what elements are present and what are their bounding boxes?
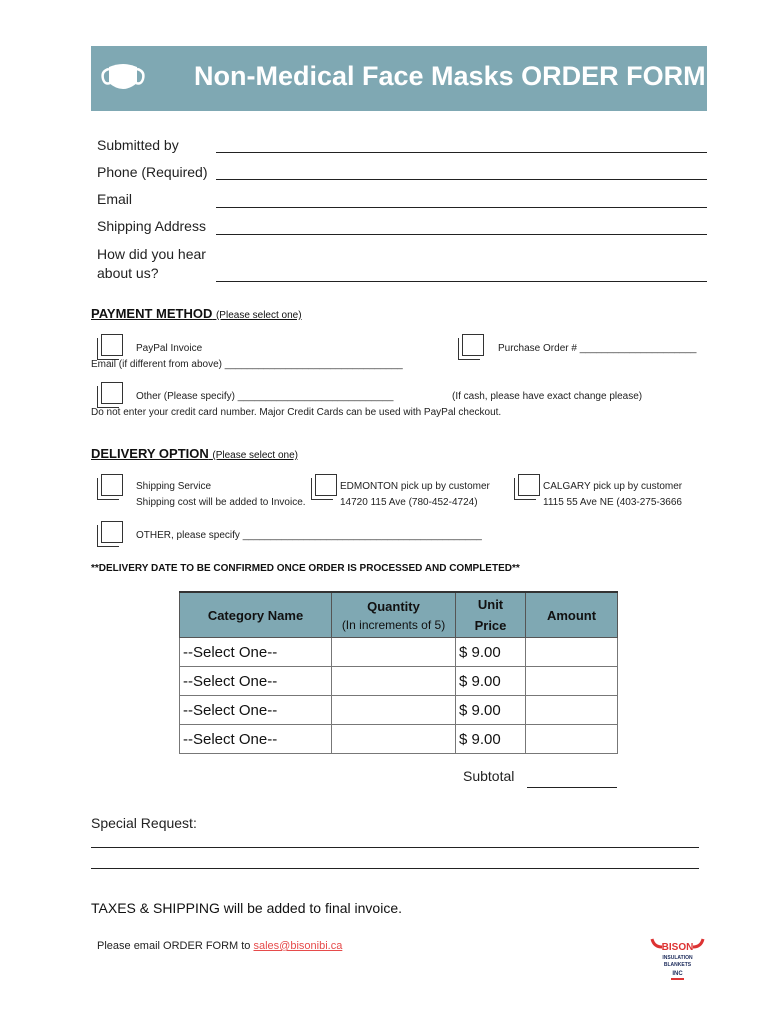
other-delivery-label: OTHER, please specify ___________________________________________ — [136, 530, 482, 541]
delivery-option-title: DELIVERY OPTION — [91, 446, 209, 461]
quantity-input[interactable] — [332, 667, 456, 696]
email-field[interactable] — [216, 207, 707, 208]
quantity-input[interactable] — [332, 725, 456, 754]
quantity-header — [332, 592, 456, 638]
email-label: Email — [97, 191, 133, 207]
shipping-service-checkbox[interactable] — [101, 474, 123, 496]
price-header-label: Price — [474, 618, 507, 633]
amount-cell[interactable] — [526, 696, 618, 725]
quantity-input[interactable] — [332, 696, 456, 725]
logo-line-4: INC — [672, 971, 683, 977]
special-request-label: Special Request: — [91, 815, 197, 831]
other-payment-label: Other (Please specify) ____________________________ — [136, 391, 394, 402]
unit-price-cell: $ 9.00 — [456, 696, 526, 725]
table-row — [180, 667, 618, 696]
taxes-note: TAXES & SHIPPING will be added to final invoice. — [91, 900, 402, 916]
cash-note: (If cash, please have exact change please) — [452, 391, 643, 402]
purchase-order-checkbox[interactable] — [462, 334, 484, 356]
amount-cell[interactable] — [526, 638, 618, 667]
special-request-line-2[interactable] — [91, 868, 699, 869]
how-heard-label-1: How did you hear — [97, 246, 206, 262]
bison-horns-icon — [650, 935, 705, 985]
shipping-service-label: Shipping Service — [136, 481, 212, 492]
purchase-order-label: Purchase Order # _____________________ — [498, 343, 697, 354]
unit-price-cell: $ 9.00 — [456, 638, 526, 667]
other-payment-checkbox[interactable] — [101, 382, 123, 404]
table-header-row — [180, 592, 618, 638]
subtotal-field[interactable] — [527, 787, 617, 788]
logo-line-1: BISON — [661, 942, 694, 953]
payment-method-note: (Please select one) — [215, 310, 302, 321]
payment-method-title: PAYMENT METHOD — [91, 306, 213, 321]
unit-price-header — [456, 592, 526, 638]
delivery-option-heading — [91, 446, 298, 461]
delivery-option-note: (Please select one) — [212, 450, 298, 461]
quantity-input[interactable] — [332, 638, 456, 667]
shipping-cost-note: Shipping cost will be added to Invoice. — [136, 497, 306, 508]
table-row — [180, 696, 618, 725]
shipping-address-field[interactable] — [216, 234, 707, 235]
category-select[interactable]: --Select One-- — [180, 638, 332, 667]
other-delivery-checkbox[interactable] — [101, 521, 123, 543]
submitted-by-label: Submitted by — [97, 137, 179, 153]
quantity-header-label: Quantity — [367, 598, 420, 614]
amount-header: Amount — [526, 592, 618, 638]
sales-email-link[interactable]: sales@bisonibi.ca — [253, 940, 343, 952]
unit-price-cell: $ 9.00 — [456, 725, 526, 754]
phone-field[interactable] — [216, 179, 707, 180]
table-row — [180, 725, 618, 754]
amount-cell[interactable] — [526, 725, 618, 754]
payment-method-heading — [91, 306, 302, 321]
edmonton-address: 14720 115 Ave (780-452-4724) — [340, 497, 478, 508]
subtotal-label: Subtotal — [463, 768, 515, 784]
credit-card-note: Do not enter your credit card number. Major Credit Cards can be used with PayPal checkout. — [91, 407, 502, 418]
email-order-text: Please email ORDER FORM to — [97, 940, 254, 952]
edmonton-pickup-label: EDMONTON pick up by customer — [340, 481, 490, 492]
email-different-label: Email (if different from above) ________________________________ — [91, 359, 403, 370]
paypal-label: PayPal Invoice — [136, 343, 203, 354]
delivery-confirm-note: **DELIVERY DATE TO BE CONFIRMED ONCE ORDER IS PROCESSED AND COMPLETED** — [91, 563, 520, 574]
calgary-address: 1115 55 Ave NE (403-275-3666 — [543, 497, 682, 508]
category-header: Category Name — [180, 592, 332, 638]
category-select[interactable]: --Select One-- — [180, 667, 332, 696]
edmonton-pickup-checkbox[interactable] — [315, 474, 337, 496]
shipping-address-label: Shipping Address — [97, 218, 206, 234]
calgary-pickup-checkbox[interactable] — [518, 474, 540, 496]
page-title: Non-Medical Face Masks ORDER FORM — [194, 61, 706, 91]
paypal-checkbox[interactable] — [101, 334, 123, 356]
special-request-line-1[interactable] — [91, 847, 699, 848]
logo-line-2: INSULATION — [662, 955, 693, 961]
category-select[interactable]: --Select One-- — [180, 725, 332, 754]
logo-line-3: BLANKETS — [663, 962, 692, 968]
unit-price-cell: $ 9.00 — [456, 667, 526, 696]
calgary-pickup-label: CALGARY pick up by customer — [543, 481, 683, 492]
unit-header-label: Unit — [477, 597, 504, 612]
quantity-header-note: (In increments of 5) — [341, 617, 446, 632]
phone-label: Phone (Required) — [97, 164, 208, 180]
face-mask-icon — [99, 59, 147, 99]
how-heard-field[interactable] — [216, 281, 707, 282]
how-heard-label-2: about us? — [97, 265, 159, 281]
order-table — [179, 591, 618, 754]
table-row — [180, 638, 618, 667]
amount-cell[interactable] — [526, 667, 618, 696]
email-order-note — [97, 940, 342, 952]
category-select[interactable]: --Select One-- — [180, 696, 332, 725]
bison-logo — [650, 935, 705, 985]
header-banner — [91, 46, 707, 111]
submitted-by-field[interactable] — [216, 152, 707, 153]
